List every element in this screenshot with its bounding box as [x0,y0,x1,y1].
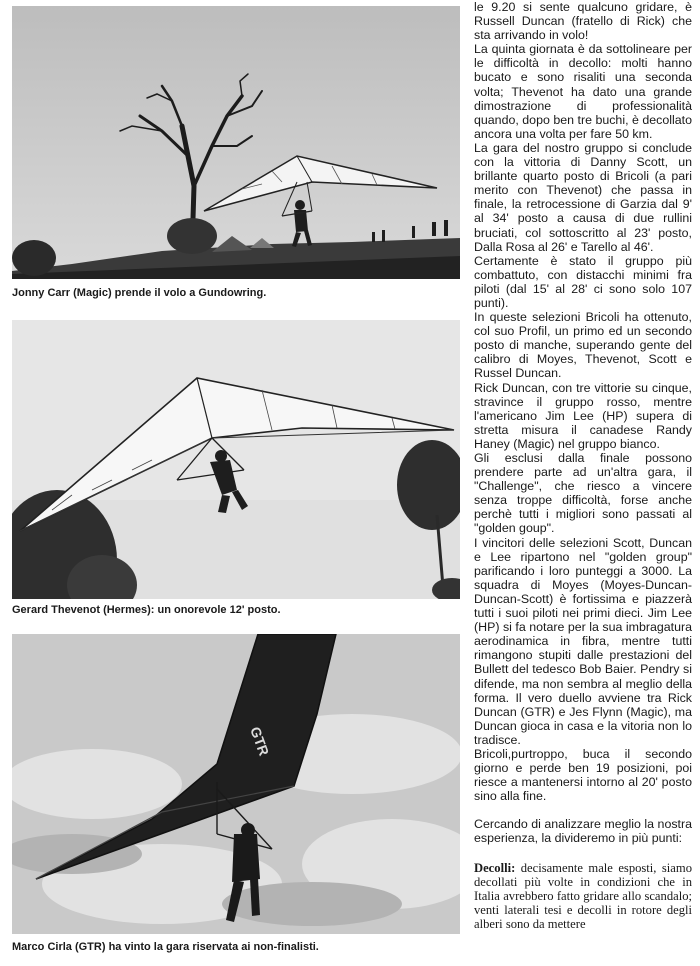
paragraph: Cercando di analizzare meglio la nostra esperienza, la divideremo in più punti: [474,817,692,846]
paragraph-decolli [474,861,692,931]
paragraph: Bricoli,purtroppo, buca il secondo giorno e perde ben 19 posizioni, poi riesce a mantenersi intorno al 20' posto sino alla fine. [474,746,692,804]
photo-launch-gundowring [12,6,460,279]
caption-photo-launch: Jonny Carr (Magic) prende il volo a Gundowring. [12,287,267,299]
paragraph: le 9.20 si sente qualcuno gridare, è Russell Duncan (fratello di Rick) che sta arrivando in volo! [474,0,692,43]
photo-cirla [12,634,460,934]
paragraph: La quinta giornata è da sottolineare per le difficoltà in decollo: molti hanno bucato e sono risaliti una seconda volta; Thevenot ha dato una grande dimostrazione di professionalità quando, dopo ben tre buchi, è decollato ancora una volta per fare 50 km. [474,42,692,141]
paragraph: Certamente è stato il gruppo più combattuto, con distacchi minimi fra piloti (dal 15' al 28' ci sono solo 107 punti). [474,253,692,310]
photo-thevenot [12,320,460,599]
photo-cirla-image [12,634,460,934]
caption-photo-cirla: Marco Cirla (GTR) ha vinto la gara riservata ai non-finalisti. [12,941,319,953]
sail-marking: GTR [247,724,273,758]
photo-thevenot-image [12,320,460,599]
caption-photo-thevenot: Gerard Thevenot (Hermes): un onorevole 12' posto. [12,604,281,616]
article-column [474,0,692,931]
decolli-label: Decolli: [474,860,516,875]
paragraph: I vincitori delle selezioni Scott, Duncan e Lee ripartono nel "golden group" parificando i loro punteggi a 3000. La squadra di Moyes (Moyes-Duncan-Duncan-Scott) è fortissima e piazzerà tutti i suoi piloti nei primi dieci. Jim Lee (HP) si fa notare per la sua imbragatura aerodinamica in fibra, mentre tutti rimangono stupiti dalle prestazioni del Bullett del tedesco Bob Baier. Pendry si difende, ma non sembra al meglio della forma. Il vero duello avviene tra Rick Duncan (GTR) e Jes Flynn (Magic), ma Duncan gioca in casa e la vitoria non lo tradisce. [474,535,692,747]
decolli-text: decisamente male esposti, siamo decollati più volte in condizioni che in Italia avrebbero fatto gridare allo scandalo; venti laterali tesi e decolli in rotore degli alberi sono da mettere [474,860,692,931]
paragraph: In queste selezioni Bricoli ha ottenuto, col suo Profil, un primo ed un secondo posto di manche, superando gente del calibro di Moyes, Thevenot, Scott e Russel Duncan. [474,310,692,381]
paragraph: Rick Duncan, con tre vittorie su cinque, stravince il gruppo rosso, mentre l'americano Jim Lee (HP) supera di stretta misura il canadese Randy Haney (Magic) nel gruppo bianco. [474,380,692,451]
paragraph: La gara del nostro gruppo si conclude con la vittoria di Danny Scott, un brillante quarto posto di Bricoli (a pari merito con Thevenot) che passa in finale, la retrocessione di Garzia dal 9' al 34' posto a causa di due rullini bruciati, col sottoscritto al 23' posto, Dalla Rosa al 26' e Tarello al 46'. [474,140,692,254]
photo-launch-image [12,6,460,279]
paragraph: Gli esclusi dalla finale possono prendere parte ad un'altra gara, il "Challenge", che riesco a vincere senza troppe difficoltà, forse anche perchè tutti i migliori sono passati al "golden goup". [474,451,692,536]
